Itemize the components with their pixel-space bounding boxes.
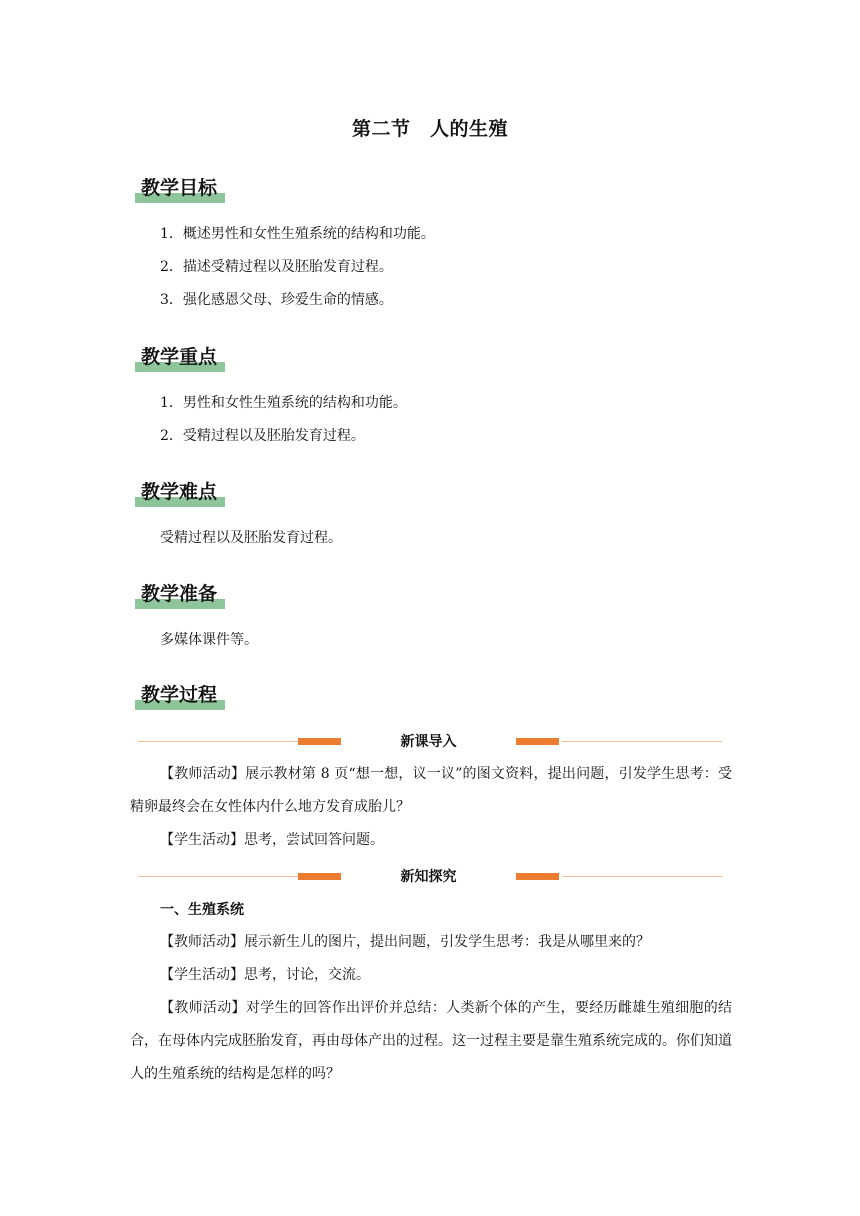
divider-line-left	[138, 876, 298, 877]
intro-divider-label: 新课导入	[400, 734, 457, 750]
difficulties-heading	[135, 480, 217, 504]
process-heading-text: 教学过程	[141, 684, 218, 706]
explore-divider-label: 新知探究	[400, 869, 457, 885]
key-point-item: 2．受精过程以及胚胎发育过程。	[160, 428, 365, 444]
key-points-heading	[135, 345, 217, 369]
divider-block-right	[516, 873, 559, 880]
preparation-text: 多媒体课件等。	[160, 632, 258, 648]
process-heading	[135, 683, 217, 707]
objectives-heading	[135, 176, 217, 200]
key-points-heading-text: 教学重点	[141, 346, 218, 368]
explore-subheading: 一、生殖系统	[160, 902, 244, 918]
intro-paragraph: 【学生活动】思考，尝试回答问题。	[160, 832, 384, 848]
objective-item: 3．强化感恩父母、珍爱生命的情感。	[160, 292, 393, 308]
divider-line-right	[562, 876, 722, 877]
divider-block-left	[298, 738, 341, 745]
objective-item: 1．概述男性和女性生殖系统的结构和功能。	[160, 226, 435, 242]
preparation-heading-text: 教学准备	[141, 583, 218, 605]
difficulties-heading-text: 教学难点	[141, 481, 218, 503]
preparation-heading	[135, 582, 217, 606]
divider-block-left	[298, 873, 341, 880]
explore-paragraph: 【教师活动】对学生的回答作出评价并总结：人类新个体的产生，要经历雌雄生殖细胞的结合，在母体内完成胚胎发育，再由母体产出的过程。这一过程主要是靠生殖系统完成的。你们知道人的生殖系统的结构是怎样的吗？	[130, 1000, 732, 1082]
divider-line-right	[562, 741, 722, 742]
divider-block-right	[516, 738, 559, 745]
intro-paragraph: 【教师活动】展示教材第 8 页“想一想，议一议”的图文资料，提出问题，引发学生思考：受精卵最终会在女性体内什么地方发育成胎儿？	[130, 766, 732, 815]
difficulties-text: 受精过程以及胚胎发育过程。	[160, 530, 342, 546]
intro-divider	[138, 732, 722, 752]
explore-paragraph: 【学生活动】思考，讨论，交流。	[160, 967, 370, 983]
objective-item: 2．描述受精过程以及胚胎发育过程。	[160, 259, 393, 275]
explore-divider	[138, 867, 722, 887]
divider-line-left	[138, 741, 298, 742]
key-point-item: 1．男性和女性生殖系统的结构和功能。	[160, 395, 407, 411]
objectives-heading-text: 教学目标	[141, 177, 218, 199]
page-title: 第二节 人的生殖	[351, 118, 508, 140]
explore-paragraph: 【教师活动】展示新生儿的图片，提出问题，引发学生思考：我是从哪里来的？	[160, 934, 650, 950]
